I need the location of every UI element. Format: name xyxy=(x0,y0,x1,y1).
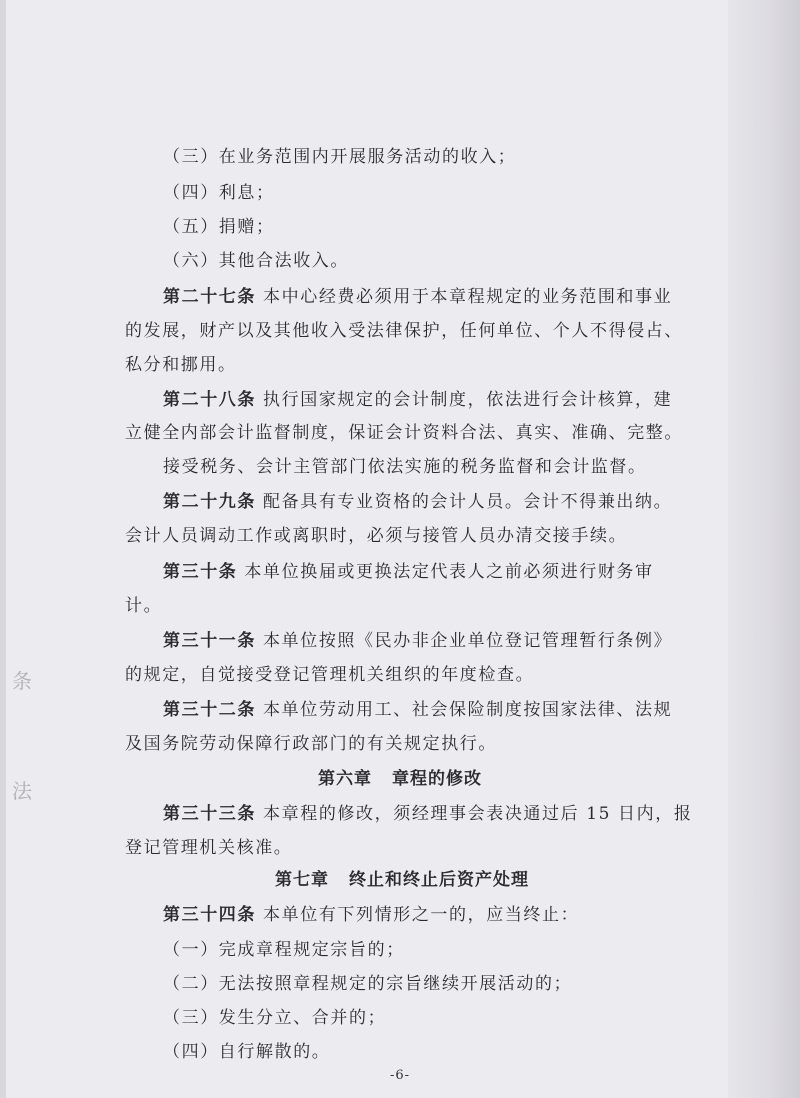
article-32-line-1 xyxy=(163,698,672,722)
article-30-line-2: 计。 xyxy=(125,596,163,616)
chapter-6-number: 第六章 xyxy=(318,769,372,789)
chapter-6-heading xyxy=(318,767,482,791)
article-33-text: 本章程的修改，须经理事会表决通过后 15 日内，报 xyxy=(263,804,693,824)
article-29-line-2: 会计人员调动工作或离职时，必须与接管人员办清交接手续。 xyxy=(125,526,628,546)
article-30-line-1 xyxy=(163,560,654,584)
list-item: （六）其他合法收入。 xyxy=(163,251,349,271)
article-33-lead: 第三十三条 xyxy=(163,804,256,824)
article-28-text: 执行国家规定的会计制度，依法进行会计核算，建 xyxy=(263,390,673,410)
article-28-line-1 xyxy=(163,388,672,412)
article-27-text: 本中心经费必须用于本章程规定的业务范围和事业 xyxy=(263,287,673,307)
article-31-text: 本单位按照《民办非企业单位登记管理暂行条例》 xyxy=(263,631,673,651)
list-item: （五）捐赠； xyxy=(163,217,275,237)
article-34-line-1 xyxy=(163,903,579,927)
article-31-line-1 xyxy=(163,629,672,653)
article-33-line-2: 登记管理机关核准。 xyxy=(125,838,293,858)
article-27-line-2: 的发展，财产以及其他收入受法律保护，任何单位、个人不得侵占、 xyxy=(125,321,683,341)
article-30-text: 本单位换届或更换法定代表人之前必须进行财务审 xyxy=(244,562,654,582)
chapter-7-title: 终止和终止后资产处理 xyxy=(349,870,529,890)
margin-mark: 法 xyxy=(12,779,32,803)
list-item: （一）完成章程规定宗旨的； xyxy=(163,940,405,960)
article-31-line-2: 的规定，自觉接受登记管理机关组织的年度检查。 xyxy=(125,665,535,685)
list-item: （四）自行解散的。 xyxy=(163,1042,331,1062)
article-32-line-2: 及国务院劳动保障行政部门的有关规定执行。 xyxy=(125,734,497,754)
page-number: -6- xyxy=(389,1068,411,1083)
article-27-line-1 xyxy=(163,285,672,309)
article-33-line-1 xyxy=(163,802,692,826)
article-32-lead: 第三十二条 xyxy=(163,700,256,720)
article-27-line-3: 私分和挪用。 xyxy=(125,355,237,375)
article-34-lead: 第三十四条 xyxy=(163,905,256,925)
article-28-line-2: 立健全内部会计监督制度，保证会计资料合法、真实、准确、完整。 xyxy=(125,423,683,443)
article-31-lead: 第三十一条 xyxy=(163,631,256,651)
chapter-6-title: 章程的修改 xyxy=(392,769,482,789)
article-28-line-3: 接受税务、会计主管部门依法实施的税务监督和会计监督。 xyxy=(163,457,647,477)
margin-mark: 条 xyxy=(12,669,32,693)
list-item: （二）无法按照章程规定的宗旨继续开展活动的； xyxy=(163,974,573,994)
chapter-7-number: 第七章 xyxy=(275,870,329,890)
list-item: （三）发生分立、合并的； xyxy=(163,1008,387,1028)
article-27-lead: 第二十七条 xyxy=(163,287,256,307)
article-29-line-1 xyxy=(163,490,672,514)
article-29-text: 配备具有专业资格的会计人员。会计不得兼出纳。 xyxy=(263,492,673,512)
article-28-lead: 第二十八条 xyxy=(163,390,256,410)
list-item: （三）在业务范围内开展服务活动的收入； xyxy=(163,147,517,167)
chapter-7-heading xyxy=(275,868,529,892)
article-34-text: 本单位有下列情形之一的，应当终止： xyxy=(263,905,580,925)
article-32-text: 本单位劳动用工、社会保险制度按国家法律、法规 xyxy=(263,700,673,720)
article-29-lead: 第二十九条 xyxy=(163,492,256,512)
list-item: （四）利息； xyxy=(163,183,275,203)
article-30-lead: 第三十条 xyxy=(163,562,238,582)
